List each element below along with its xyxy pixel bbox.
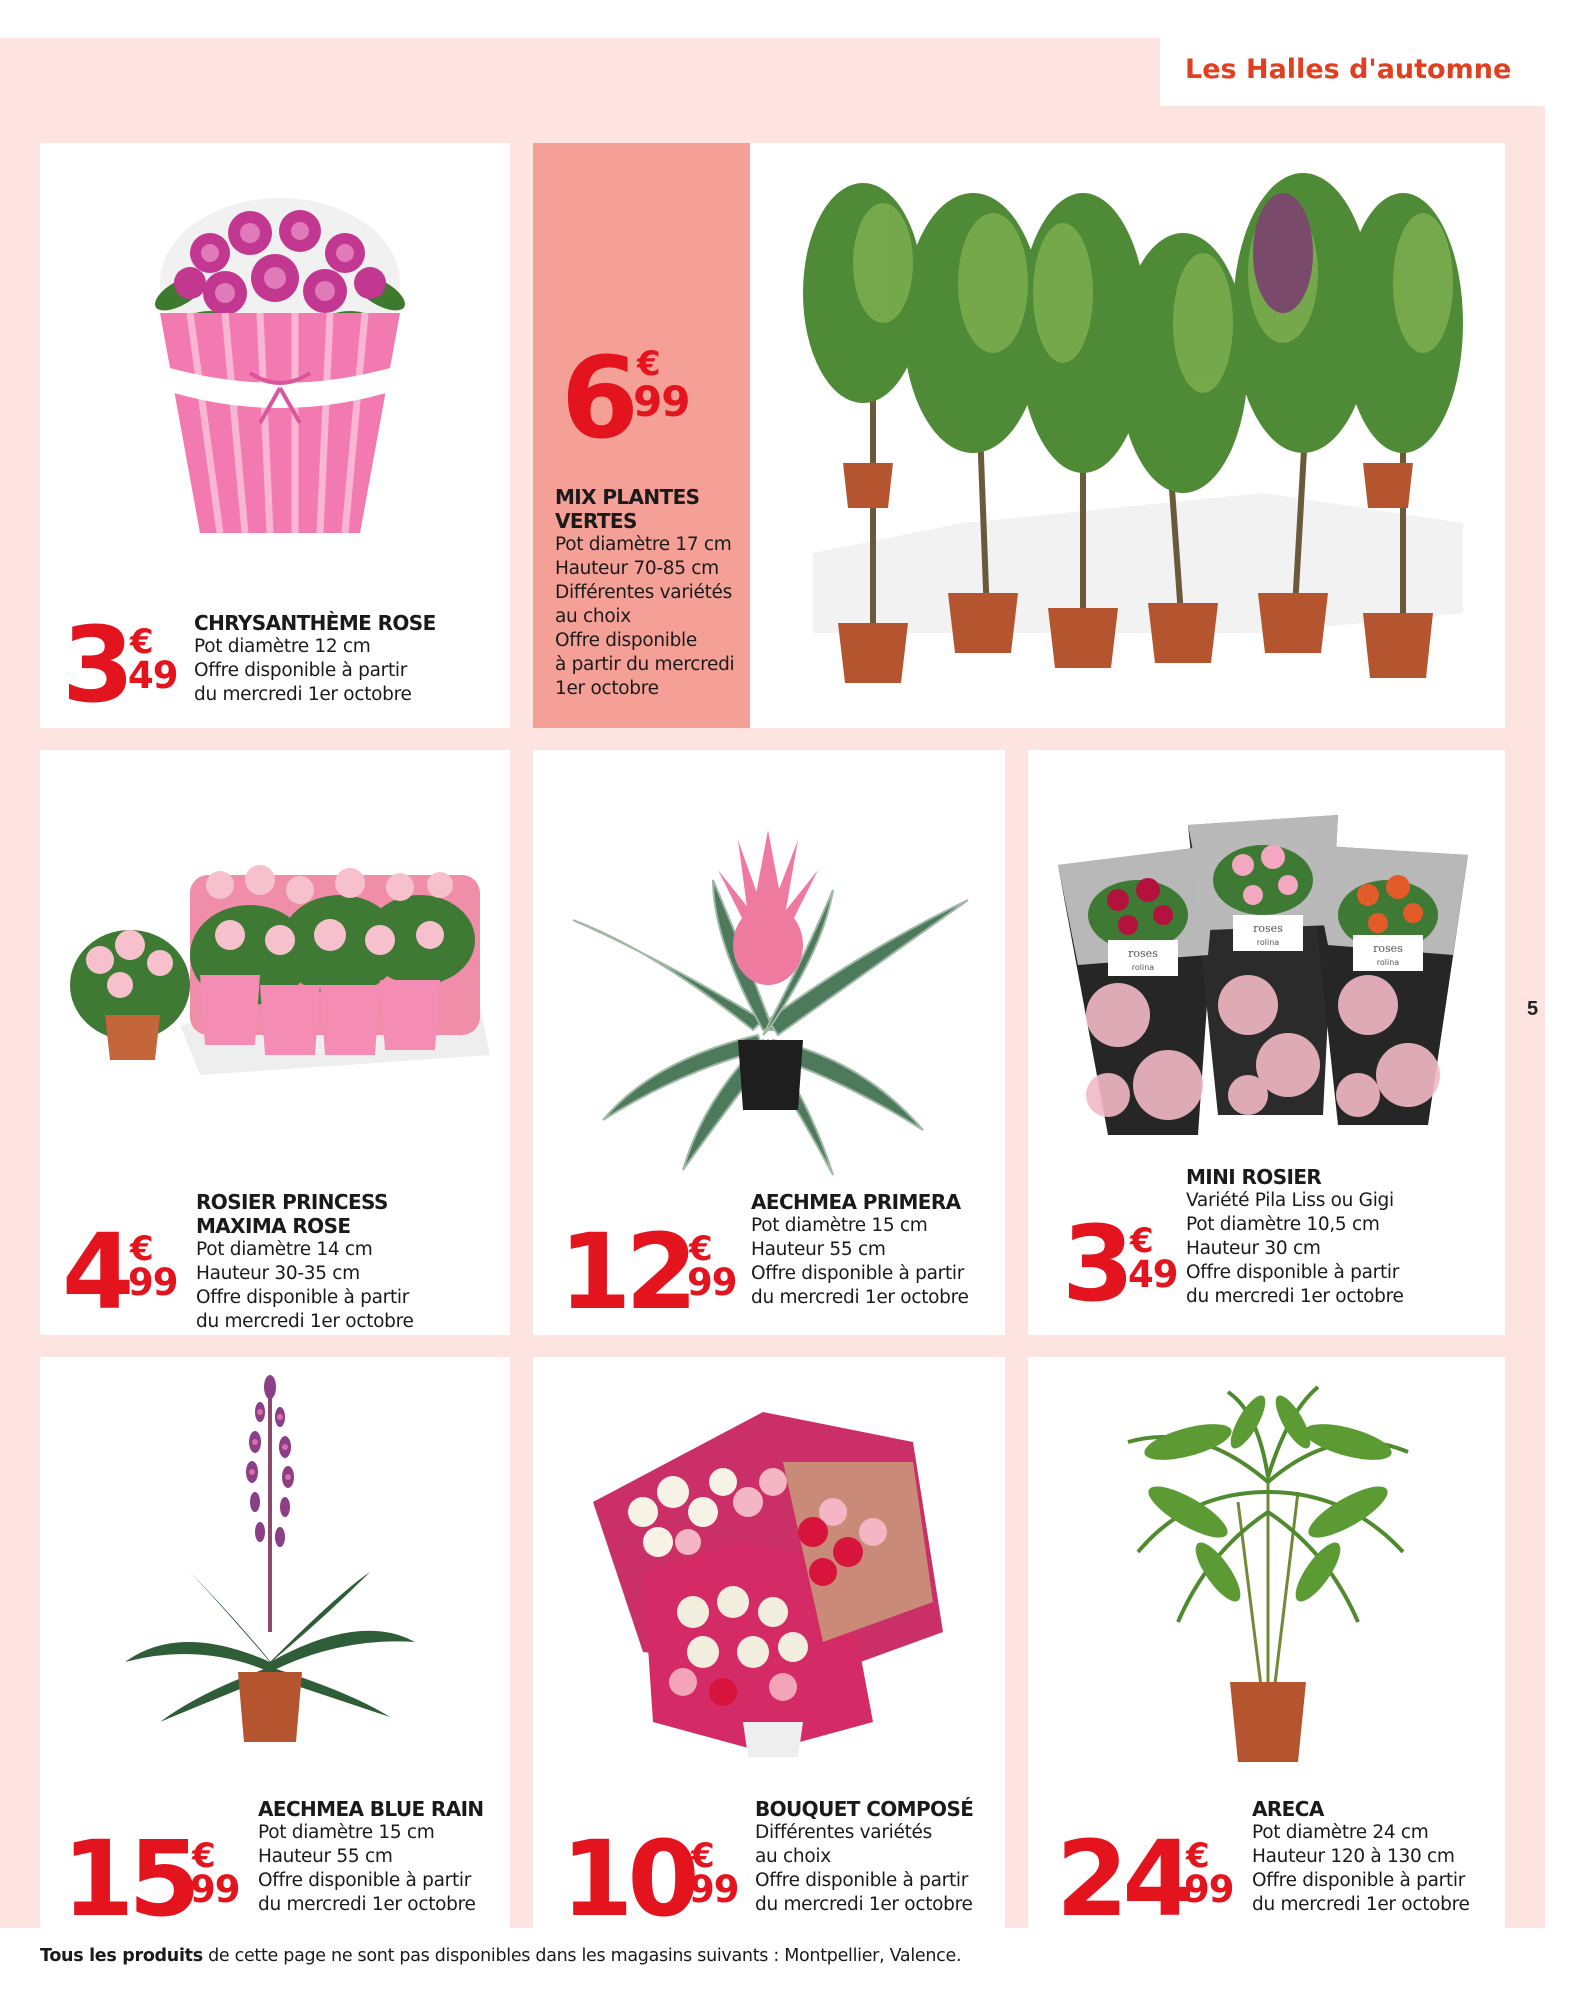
price-cents: 49 xyxy=(128,654,178,697)
product-detail: du mercredi 1er octobre xyxy=(751,1287,969,1308)
product-detail: Hauteur 30 cm xyxy=(1186,1238,1321,1259)
product-text xyxy=(194,611,436,707)
product-detail: Offre disponible xyxy=(555,630,697,651)
product-detail: du mercredi 1er octobre xyxy=(196,1311,414,1332)
product-detail: Pot diamètre 17 cm xyxy=(555,534,732,555)
price-cents: 99 xyxy=(128,1261,178,1304)
bouquet-image xyxy=(583,1402,963,1762)
product-name: ROSIER PRINCESS xyxy=(196,1190,388,1214)
product-detail: du mercredi 1er octobre xyxy=(1252,1894,1470,1915)
product-detail: 1er octobre xyxy=(555,678,659,699)
product-text xyxy=(1252,1797,1470,1917)
product-detail: Pot diamètre 10,5 cm xyxy=(1186,1214,1380,1235)
sleeve-sub: rolina xyxy=(1376,958,1400,967)
product-detail: Différentes variétés xyxy=(555,582,732,603)
euro-symbol: € xyxy=(192,1836,216,1876)
mini-rosier-image xyxy=(1048,805,1478,1145)
product-detail: Hauteur 70-85 cm xyxy=(555,558,719,579)
sleeve-sub: rolina xyxy=(1256,938,1280,947)
product-name: MAXIMA ROSE xyxy=(196,1214,351,1238)
product-card-bouquet-compose[interactable] xyxy=(533,1357,1005,1941)
price-cents: 99 xyxy=(687,1261,737,1304)
product-detail: Offre disponible à partir xyxy=(1252,1870,1466,1891)
product-detail: Pot diamètre 15 cm xyxy=(751,1215,928,1236)
product-detail: Offre disponible à partir xyxy=(751,1263,965,1284)
product-detail: Différentes variétés xyxy=(755,1822,932,1843)
product-text xyxy=(196,1190,414,1334)
price-integer: 6 xyxy=(561,334,633,464)
price-integer: 3 xyxy=(62,604,129,726)
price-integer: 12 xyxy=(559,1211,692,1333)
sleeve-brand: roses xyxy=(1373,942,1403,955)
footer-note xyxy=(40,1946,961,1966)
page-title: Les Halles d'automne xyxy=(1185,54,1512,85)
price-tag xyxy=(561,334,711,464)
price-tag xyxy=(62,604,182,726)
euro-symbol: € xyxy=(1130,1221,1154,1261)
product-name: VERTES xyxy=(555,509,637,533)
price-cents: 99 xyxy=(633,377,690,426)
product-card-aechmea-primera[interactable] xyxy=(533,750,1005,1335)
product-detail: Offre disponible à partir xyxy=(194,660,408,681)
price-tag xyxy=(559,1211,749,1333)
euro-symbol: € xyxy=(1186,1836,1210,1876)
product-name: CHRYSANTHÈME ROSE xyxy=(194,611,436,635)
product-name: ARECA xyxy=(1252,1797,1324,1821)
euro-symbol: € xyxy=(130,622,154,662)
price-tag xyxy=(561,1818,751,1940)
product-card-chrysantheme[interactable] xyxy=(40,143,510,728)
euro-symbol: € xyxy=(689,1229,713,1269)
product-detail: au choix xyxy=(555,606,631,627)
product-detail: Hauteur 55 cm xyxy=(751,1239,886,1260)
rose-bush-image xyxy=(60,845,500,1115)
product-detail: Pot diamètre 24 cm xyxy=(1252,1822,1429,1843)
price-tag xyxy=(1062,1203,1182,1325)
product-detail: Offre disponible à partir xyxy=(1186,1262,1400,1283)
product-name: AECHMEA BLUE RAIN xyxy=(258,1797,484,1821)
price-cents: 99 xyxy=(689,1868,739,1911)
product-detail: du mercredi 1er octobre xyxy=(194,684,412,705)
price-integer: 10 xyxy=(561,1818,694,1940)
product-text xyxy=(755,1797,973,1917)
footer-note-text: de cette page ne sont pas disponibles dans les magasins suivants : Montpellier, Valence. xyxy=(202,1946,962,1966)
sleeve-brand: roses xyxy=(1128,947,1158,960)
footer-note-bold: Tous les produits xyxy=(40,1946,203,1966)
price-integer: 4 xyxy=(62,1211,129,1333)
product-text xyxy=(555,485,734,701)
product-detail: du mercredi 1er octobre xyxy=(1186,1286,1404,1307)
product-detail: Hauteur 120 à 130 cm xyxy=(1252,1846,1455,1867)
green-plants-image xyxy=(763,163,1483,713)
euro-symbol: € xyxy=(130,1229,154,1269)
price-cents: 99 xyxy=(1184,1868,1234,1911)
euro-symbol: € xyxy=(691,1836,715,1876)
product-detail: Hauteur 30-35 cm xyxy=(196,1263,360,1284)
product-name: MINI ROSIER xyxy=(1186,1165,1322,1189)
sleeve-brand: roses xyxy=(1253,922,1283,935)
product-card-mini-rosier[interactable] xyxy=(1028,750,1505,1335)
product-detail: Offre disponible à partir xyxy=(258,1870,472,1891)
product-name: AECHMEA PRIMERA xyxy=(751,1190,961,1214)
product-card-mix-plantes[interactable] xyxy=(533,143,1505,728)
product-detail: Pot diamètre 15 cm xyxy=(258,1822,435,1843)
price-tag xyxy=(62,1211,192,1333)
product-name: BOUQUET COMPOSÉ xyxy=(755,1797,974,1821)
product-card-rosier-princess[interactable] xyxy=(40,750,510,1335)
product-detail: au choix xyxy=(755,1846,831,1867)
price-tag xyxy=(1056,1818,1246,1940)
product-card-aechmea-blue-rain[interactable] xyxy=(40,1357,510,1941)
price-integer: 15 xyxy=(62,1818,195,1940)
page-number: 5 xyxy=(1527,998,1539,1020)
product-name: MIX PLANTES xyxy=(555,485,700,509)
chrysanthemum-image xyxy=(140,183,420,543)
price-integer: 24 xyxy=(1056,1818,1189,1940)
product-text xyxy=(1186,1165,1404,1309)
price-tag xyxy=(62,1818,252,1940)
product-detail: Hauteur 55 cm xyxy=(258,1846,393,1867)
product-detail: Variété Pila Liss ou Gigi xyxy=(1186,1190,1394,1211)
price-cents: 99 xyxy=(190,1868,240,1911)
areca-palm-image xyxy=(1118,1382,1418,1782)
product-text xyxy=(258,1797,484,1917)
product-card-areca[interactable] xyxy=(1028,1357,1505,1941)
product-detail: du mercredi 1er octobre xyxy=(755,1894,973,1915)
product-detail: Offre disponible à partir xyxy=(196,1287,410,1308)
aechmea-blue-rain-image xyxy=(120,1372,420,1772)
price-integer: 3 xyxy=(1062,1203,1129,1325)
sleeve-sub: rolina xyxy=(1131,963,1155,972)
product-detail: à partir du mercredi xyxy=(555,654,735,675)
product-detail: Offre disponible à partir xyxy=(755,1870,969,1891)
price-cents: 49 xyxy=(1128,1253,1178,1296)
euro-symbol: € xyxy=(637,344,661,384)
product-detail: Pot diamètre 14 cm xyxy=(196,1239,373,1260)
aechmea-primera-image xyxy=(563,800,973,1180)
product-text xyxy=(751,1190,969,1310)
product-detail: Pot diamètre 12 cm xyxy=(194,636,371,657)
product-detail: du mercredi 1er octobre xyxy=(258,1894,476,1915)
